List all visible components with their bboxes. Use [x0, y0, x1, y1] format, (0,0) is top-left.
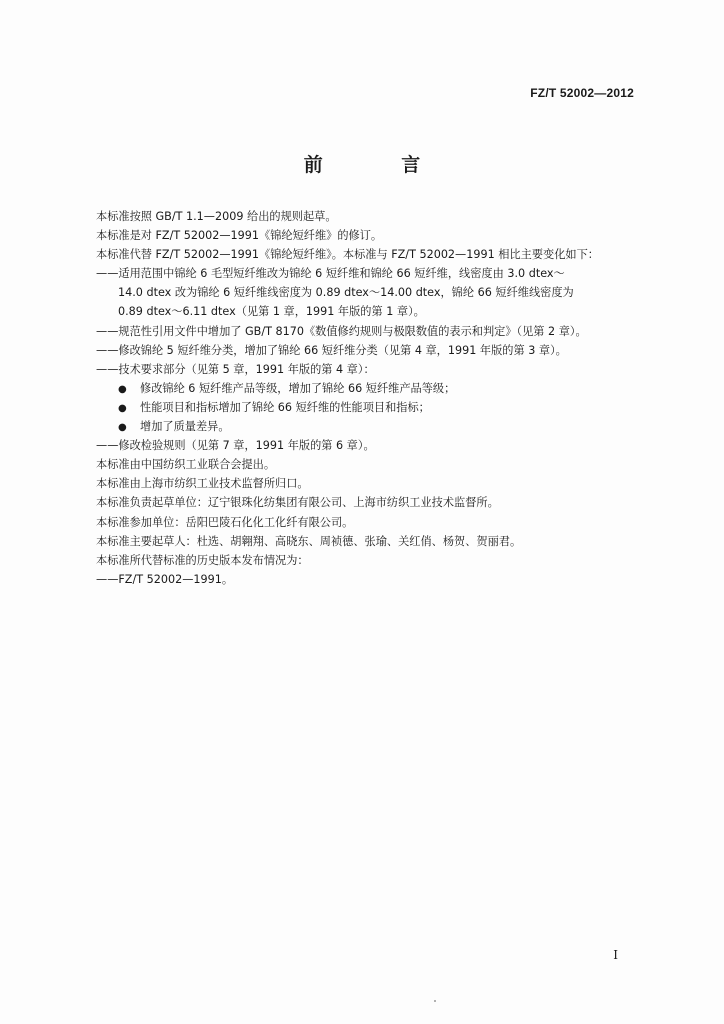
paragraph-line: 本标准由中国纺织工业联合会提出。 — [96, 458, 276, 472]
change-item-continued: 0.89 dtex～6.11 dtex（见第 1 章，1991 年版的第 1 章）。 — [118, 305, 425, 319]
bullet-text: 增加了质量差异。 — [140, 420, 230, 434]
change-item: ——修改检验规则（见第 7 章，1991 年版的第 6 章）。 — [96, 439, 375, 453]
change-item: ——规范性引用文件中增加了 GB/T 8170《数值修约规则与极限数值的表示和判定》（见第 2 章）。 — [96, 324, 587, 338]
bullet-text: 性能项目和指标增加了锦纶 66 短纤维的性能项目和指标； — [140, 400, 430, 414]
paragraph-line: 本标准参加单位：岳阳巴陵石化化工化纤有限公司。 — [96, 515, 354, 529]
change-item: ——适用范围中锦纶 6 毛型短纤维改为锦纶 6 短纤维和锦纶 66 短纤维，线密度由 3.0 dtex～ — [96, 267, 565, 281]
paragraph-line: 本标准负责起草单位：辽宁银珠化纺集团有限公司、上海市纺织工业技术监督所。 — [96, 496, 499, 510]
preface-body — [96, 207, 656, 589]
paragraph-line: 本标准所代替标准的历史版本发布情况为： — [96, 553, 309, 567]
bullet-icon: ● — [118, 422, 127, 434]
change-item-continued: 14.0 dtex 改为锦纶 6 短纤维线密度为 0.89 dtex～14.00 dtex，锦纶 66 短纤维线密度为 — [118, 286, 574, 300]
scan-speck — [434, 1000, 436, 1002]
paragraph-line: 本标准由上海市纺织工业技术监督所归口。 — [96, 477, 309, 491]
paragraph-line: 本标准是对 FZ/T 52002—1991《锦纶短纤维》的修订。 — [96, 229, 383, 243]
bullet-item — [96, 417, 656, 436]
paragraph-line: 本标准主要起草人：杜选、胡翱翔、高晓东、周祯德、张瑜、关红俏、杨贺、贺丽君。 — [96, 534, 522, 548]
paragraph-line: 本标准代替 FZ/T 52002—1991《锦纶短纤维》。本标准与 FZ/T 52002—1991 相比主要变化如下： — [96, 248, 599, 262]
page-title: 前 言 — [303, 154, 457, 176]
bullet-icon: ● — [118, 402, 127, 414]
bullet-item — [96, 398, 656, 417]
standard-code: FZ/T 52002—2012 — [530, 86, 634, 100]
bullet-item — [96, 379, 656, 398]
paragraph-line: 本标准按照 GB/T 1.1—2009 给出的规则起草。 — [96, 210, 337, 223]
history-item: ——FZ/T 52002—1991。 — [96, 572, 234, 586]
bullet-icon: ● — [118, 383, 127, 395]
change-item: ——技术要求部分（见第 5 章，1991 年版的第 4 章）： — [96, 362, 375, 376]
bullet-text: 修改锦纶 6 短纤维产品等级，增加了锦纶 66 短纤维产品等级； — [140, 381, 456, 395]
change-item: ——修改锦纶 5 短纤维分类，增加了锦纶 66 短纤维分类（见第 4 章，1991 年版的第 3 章）。 — [96, 343, 567, 357]
page-number: I — [613, 948, 618, 962]
